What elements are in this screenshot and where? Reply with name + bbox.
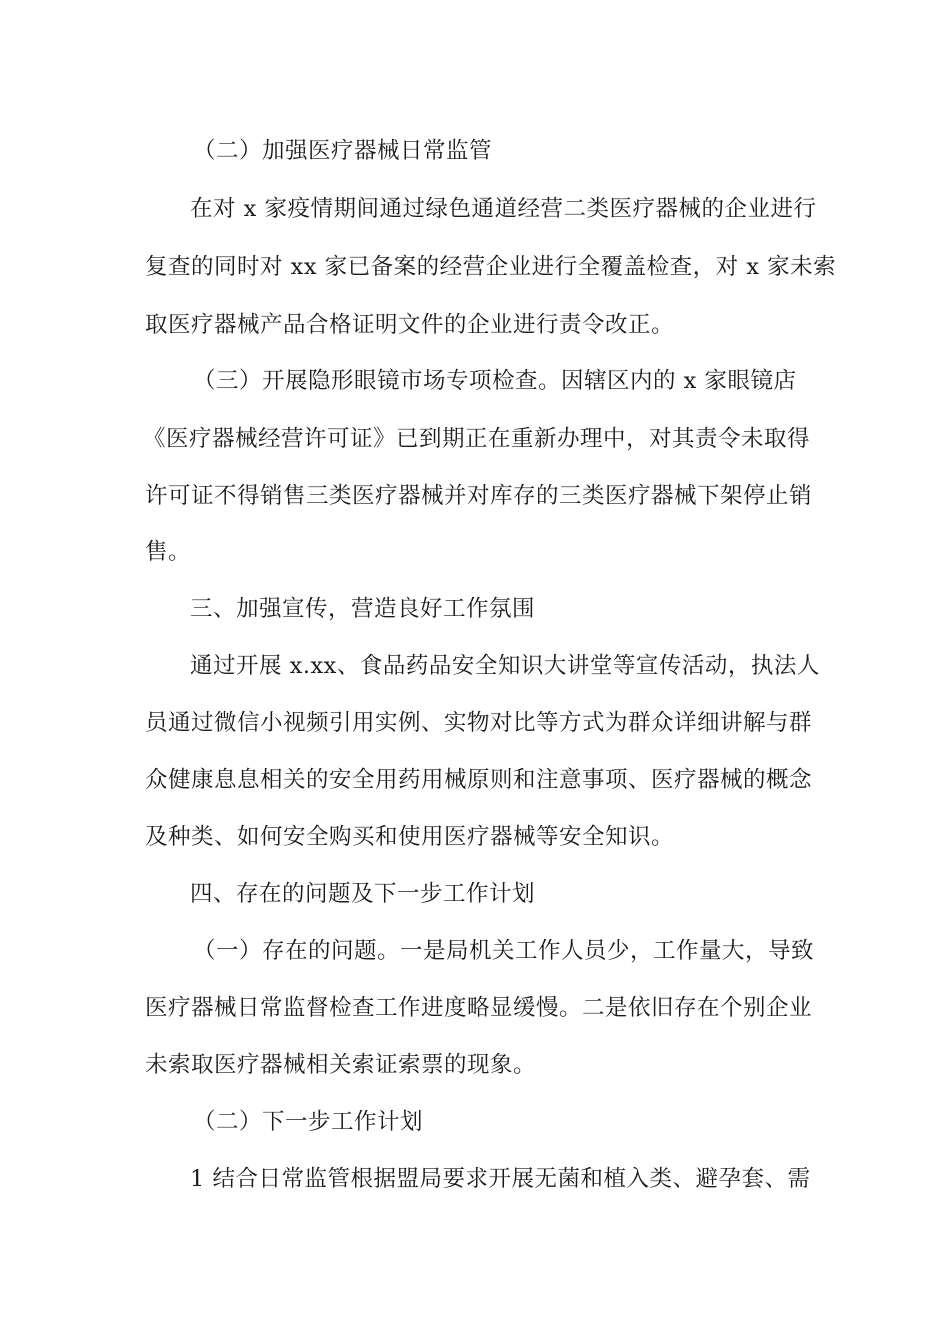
paragraph-line: （一）存在的问题。一是局机关工作人员少，工作量大，导致 [193, 938, 815, 964]
paragraph-line: 通过开展 x.xx、食品药品安全知识大讲堂等宣传活动，执法人 [190, 653, 820, 679]
section-heading-problems-plan: 四、存在的问题及下一步工作计划 [190, 881, 536, 907]
paragraph-line: 众健康息息相关的安全用药用械原则和注意事项、医疗器械的概念 [145, 767, 813, 793]
paragraph-line: 《医疗器械经营许可证》已到期正在重新办理中，对其责令未取得 [143, 426, 811, 452]
paragraph-line: 售。 [145, 539, 192, 565]
paragraph-line: 1 结合日常监管根据盟局要求开展无菌和植入类、避孕套、需 [190, 1166, 811, 1192]
section-heading-daily-supervision: （二）加强医疗器械日常监管 [193, 138, 493, 164]
paragraph-line: 员通过微信小视频引用实例、实物对比等方式为群众详细讲解与群 [145, 710, 813, 736]
paragraph-line: 在对 x 家疫情期间通过绿色通道经营二类医疗器械的企业进行 [190, 196, 817, 222]
section-heading-next-steps: （二）下一步工作计划 [193, 1109, 424, 1135]
paragraph-line: （三）开展隐形眼镜市场专项检查。因辖区内的 x 家眼镜店 [193, 368, 797, 394]
paragraph-line: 医疗器械日常监督检查工作进度略显缓慢。二是依旧存在个别企业 [145, 995, 813, 1021]
paragraph-line: 复查的同时对 xx 家已备案的经营企业进行全覆盖检查，对 x 家未索 [145, 254, 837, 280]
paragraph-line: 未索取医疗器械相关索证索票的现象。 [145, 1052, 537, 1078]
paragraph-line: 许可证不得销售三类医疗器械并对库存的三类医疗器械下架停止销 [145, 483, 813, 509]
paragraph-line: 取医疗器械产品合格证明文件的企业进行责令改正。 [145, 312, 675, 338]
section-heading-publicity: 三、加强宣传，营造良好工作氛围 [190, 596, 536, 622]
paragraph-line: 及种类、如何安全购买和使用医疗器械等安全知识。 [145, 824, 675, 850]
